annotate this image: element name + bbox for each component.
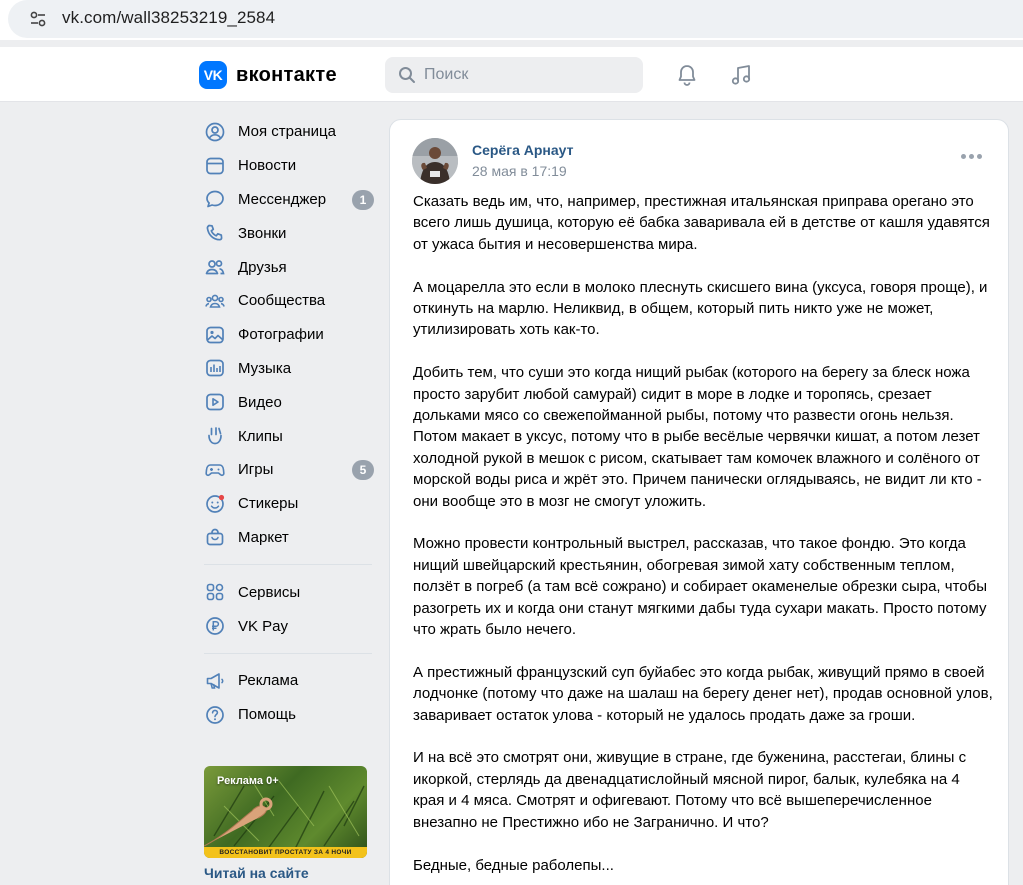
bell-icon[interactable] xyxy=(675,63,699,87)
nav-item-music[interactable] xyxy=(196,352,378,386)
nav-label: Музыка xyxy=(238,359,292,377)
nav-item-video[interactable] xyxy=(196,385,378,419)
nav-item-messenger[interactable] xyxy=(196,183,378,217)
post-paragraph: Бедные, бедные раболепы... xyxy=(413,856,614,874)
friends-icon xyxy=(204,256,226,278)
market-icon xyxy=(204,526,226,548)
vk-logo-text: вконтакте xyxy=(236,63,337,86)
nav-label: VK Pay xyxy=(238,617,289,635)
nav-item-services[interactable] xyxy=(196,575,378,609)
nav-divider xyxy=(204,653,372,654)
post-paragraph: Можно провести контрольный выстрел, рассказав, что такое фондю. Это когда нищий швейцарский крестьянин, обогревая зимой хату собственным теплом, ползёт в погреб (а там всё сожрано) и собирает окаменелые обрезки сыра, чтобы разогреть их и когда они станут мягкими дабы туда сухари макать. Просто потому что жрать было нечего. xyxy=(413,535,987,639)
post-paragraph: А престижный французский суп буйабес это когда рыбак, живущий прямо в своей лодчонке (потому что даже на шалаш на берегу денег нет), продав основной улов, заваривает остаток улова - который не удалось продать даже за гроши. xyxy=(413,663,993,724)
games-badge: 5 xyxy=(352,460,374,480)
site-header xyxy=(0,47,1023,102)
nav-label: Друзья xyxy=(238,258,287,276)
search-input[interactable] xyxy=(424,66,624,84)
left-nav xyxy=(196,115,378,732)
nav-label: Игры xyxy=(238,461,274,479)
nav-item-ads[interactable] xyxy=(196,664,378,698)
nav-label: Реклама xyxy=(238,672,299,690)
post-text xyxy=(413,191,993,885)
nav-item-my-page[interactable] xyxy=(196,115,378,149)
music-icon xyxy=(204,357,226,379)
nav-label: Сервисы xyxy=(238,583,301,601)
ad-image[interactable] xyxy=(204,766,367,858)
games-icon xyxy=(204,459,226,481)
unread-badge: 1 xyxy=(352,190,374,210)
clips-icon xyxy=(204,425,226,447)
nav-item-calls[interactable] xyxy=(196,216,378,250)
post-author[interactable]: Серёга Арнаут xyxy=(472,142,574,158)
ad-link[interactable]: Читай на сайте xyxy=(204,865,309,881)
post-paragraph: А моцарелла это если в молоко плеснуть скисшего вина (уксуса, говоря проще), и откинуть на марлю. Неликвид, в общем, который пить никто уже не может, утилизировать хоть как-то. xyxy=(413,278,988,339)
megaphone-icon xyxy=(204,670,226,692)
sidebar-ad[interactable] xyxy=(204,766,367,881)
nav-item-friends[interactable] xyxy=(196,250,378,284)
stickers-icon xyxy=(204,493,226,515)
ad-banner-strip: ВОССТАНОВИТ ПРОСТАТУ ЗА 4 НОЧИ xyxy=(204,847,367,858)
nav-label: Клипы xyxy=(238,427,283,445)
url-text[interactable]: vk.com/wall38253219_2584 xyxy=(62,8,276,27)
nav-label: Звонки xyxy=(238,224,287,242)
nav-item-communities[interactable] xyxy=(196,284,378,318)
nav-item-games[interactable] xyxy=(196,453,378,487)
browser-address-bar xyxy=(0,0,1023,40)
nav-item-news[interactable] xyxy=(196,149,378,183)
nav-item-market[interactable] xyxy=(196,521,378,555)
nav-item-vkpay[interactable] xyxy=(196,609,378,643)
message-icon xyxy=(204,188,226,210)
nav-label: Моя страница xyxy=(238,123,336,141)
post-card xyxy=(389,119,1009,885)
newsfeed-icon xyxy=(204,155,226,177)
post-date[interactable]: 28 мая в 17:19 xyxy=(472,163,567,179)
nav-item-photos[interactable] xyxy=(196,318,378,352)
photo-icon xyxy=(204,324,226,346)
nav-label: Помощь xyxy=(238,706,296,724)
nav-label: Новости xyxy=(238,157,297,175)
help-icon xyxy=(204,704,226,726)
nav-divider xyxy=(204,564,372,565)
nav-label: Фотографии xyxy=(238,326,324,344)
address-field[interactable] xyxy=(8,0,1023,38)
post-paragraph: Добить тем, что суши это когда нищий рыбак (которого на берегу за блеск ножа просто зарубит любой самурай) сидит в море в лодке и торопясь, срезает дольками мясо со свежепойманной рыбы, потому что развести огонь нельзя. Потом макает в уксус, потому что в рыбе весёлые червячки кишат, а потом лезет холодной рукой в мешок с рисом, скатывает там комочек влажного и солёного от морской воды риса и жрёт это. Причем панически оглядываясь, не видит ли кто - они вообще это в мозг не смогут уложить. xyxy=(413,364,982,510)
author-photo xyxy=(412,138,458,184)
nav-label: Маркет xyxy=(238,528,289,546)
nav-item-stickers[interactable] xyxy=(196,487,378,521)
nav-label: Сообщества xyxy=(238,292,326,310)
music-note-icon[interactable] xyxy=(729,63,753,87)
post-paragraph: Сказать ведь им, что, например, престижная итальянская приправа орегано это всего лишь душица, которую её бабка заваривала ей в детстве от кашля удавятся от ужаса бытия и несовершенства мира. xyxy=(413,193,990,253)
vk-logo-icon: VK xyxy=(199,61,227,89)
ad-age-tag: Реклама 0+ xyxy=(217,775,279,787)
site-settings-icon[interactable] xyxy=(28,9,48,29)
avatar[interactable] xyxy=(412,138,458,184)
nav-label: Видео xyxy=(238,393,282,411)
communities-icon xyxy=(204,290,226,312)
video-icon xyxy=(204,391,226,413)
search-box[interactable] xyxy=(385,57,643,93)
nav-label: Стикеры xyxy=(238,495,299,513)
search-icon xyxy=(398,66,416,84)
nav-label: Мессенджер xyxy=(238,190,327,208)
post-paragraph: И на всё это смотрят они, живущие в стране, где буженина, расстегаи, блины с икоркой, стерлядь да двенадцатислойный мясной пирог, балык, кулебяка на 4 края и 4 мяса. Смотрят и офигевают. Потому что всё вышеперечисленное внезапно не Престижно ибо не Загранично. И что? xyxy=(413,749,967,831)
nav-item-help[interactable] xyxy=(196,698,378,732)
nav-item-clips[interactable] xyxy=(196,419,378,453)
phone-icon xyxy=(204,222,226,244)
vk-logo[interactable] xyxy=(199,61,337,89)
user-circle-icon xyxy=(204,121,226,143)
vkpay-icon xyxy=(204,615,226,637)
services-icon xyxy=(204,581,226,603)
more-options-icon[interactable] xyxy=(961,154,982,159)
